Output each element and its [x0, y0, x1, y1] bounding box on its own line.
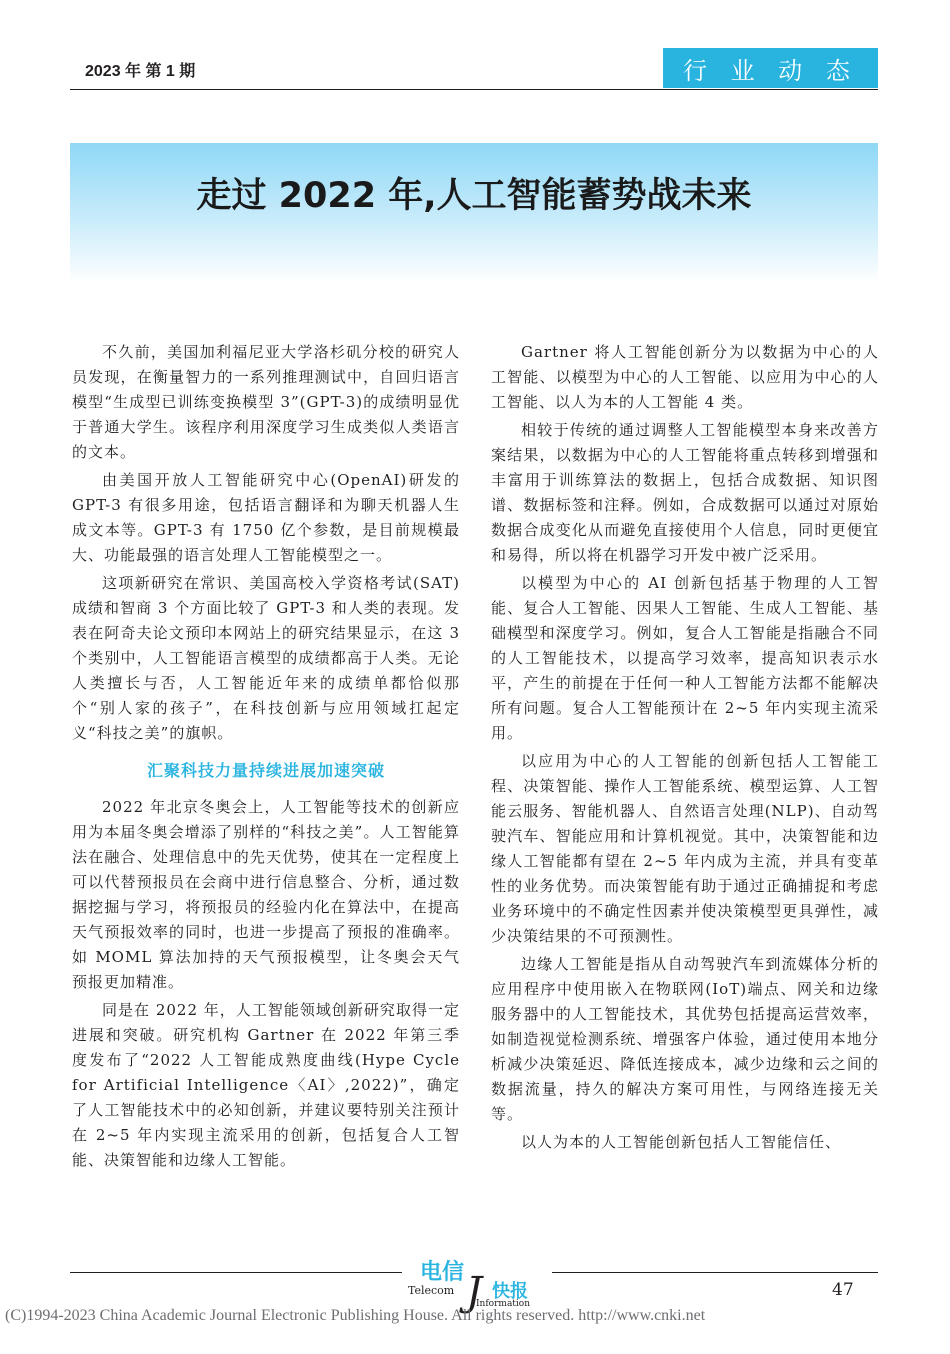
paragraph: 不久前，美国加利福尼亚大学洛杉矶分校的研究人员发现，在衡量智力的一系列推理测试中，自回归语言模型“生成型已训练变换模型 3”(GPT-3)的成绩明显优于普通大学生。该程序利用深度学习生成类似人类语言的文本。: [72, 343, 460, 461]
header-divider: [70, 89, 878, 90]
logo-letter: J: [466, 1269, 483, 1315]
logo-text-information: Information: [476, 1299, 531, 1309]
paragraph: Gartner 将人工智能创新分为以数据为中心的人工智能、以模型为中心的人工智能、以应用为中心的人工智能、以人为本的人工智能 4 类。: [491, 343, 879, 411]
footer-divider-left: [70, 1272, 402, 1273]
paragraph: 以模型为中心的 AI 创新包括基于物理的人工智能、复合人工智能、因果人工智能、生成人工智能、基础模型和深度学习。例如，复合人工智能是指融合不同的人工智能技术，以提高学习效率，提高知识表示水平，产生的前提在于任何一种人工智能方法都不能解决所有问题。复合人工智能预计在 2~5 年内实现主流采用。: [491, 574, 879, 742]
footer-divider-right: [552, 1272, 878, 1273]
paragraph: 相较于传统的通过调整人工智能模型本身来改善方案结果，以数据为中心的人工智能将重点转移到增强和丰富用于训练算法的数据上，包括合成数据、知识图谱、数据标签和注释。例如，合成数据可以通过对原始数据合成变化从而避免直接使用个人信息，同时更便宜和易得，所以将在机器学习开发中被广泛采用。: [491, 421, 879, 564]
paragraph: 以人为本的人工智能创新包括人工智能信任、: [521, 1133, 842, 1151]
right-column: [491, 340, 879, 1158]
logo-text-telecom: Telecom: [408, 1284, 455, 1297]
paragraph: 由美国开放人工智能研究中心(OpenAI)研发的 GPT-3 有很多用途，包括语言翻译和为聊天机器人生成文本等。GPT-3 有 1750 亿个参数，是目前规模最大、功能最强的语言处理人工智能模型之一。: [72, 471, 460, 564]
issue-label: 2023 年 第 1 期: [85, 63, 196, 80]
paragraph: 这项新研究在常识、美国高校入学资格考试(SAT)成绩和智商 3 个方面比较了 GPT-3 和人类的表现。发表在阿奇夫论文预印本网站上的研究结果显示，在这 3 个类别中，人工智能语言模型的成绩都高于人类。无论人类擅长与否，人工智能近年来的成绩单都恰似那个“别人家的孩子”，在科技创新与应用领域扛起定义“科技之美”的旗帜。: [72, 574, 460, 742]
paragraph: 以应用为中心的人工智能的创新包括人工智能工程、决策智能、操作人工智能系统、模型运算、人工智能云服务、智能机器人、自然语言处理(NLP)、自动驾驶汽车、智能应用和计算机视觉。其中，决策智能和边缘人工智能都有望在 2~5 年内成为主流，并具有变革性的业务优势。而决策智能有助于通过正确捕捉和考虑业务环境中的不确定性因素并使决策模型更具弹性，减少决策结果的不可预测性。: [491, 752, 879, 945]
page-number: 47: [832, 1280, 854, 1300]
journal-logo: [400, 1255, 550, 1315]
paragraph: 边缘人工智能是指从自动驾驶汽车到流媒体分析的应用程序中使用嵌入在物联网(IoT)端点、网关和边缘服务器中的人工智能技术，其优势包括提高运营效率，如制造视觉检测系统、增强客户体验，通过使用本地分析减少决策延迟、降低连接成本，减少边缘和云之间的数据流量，持久的解决方案可用性，与网络连接无关等。: [491, 955, 879, 1123]
logo-text-kuaibao: 快报: [492, 1281, 528, 1302]
title-banner: [70, 143, 878, 283]
left-column: [72, 340, 460, 1176]
article-title: 走过 2022 年,人工智能蓄势战未来: [196, 176, 752, 216]
section-tag: 行 业 动 态: [663, 48, 878, 88]
paragraph: 同是在 2022 年，人工智能领域创新研究取得一定进展和突破。研究机构 Gartner 在 2022 年第三季度发布了“2022 人工智能成熟度曲线(Hype Cycle for Artificial Intelligence〈AI〉,2022)”，确定了人工智能技术中的必知创新，并建议要特别关注预计在 2~5 年内实现主流采用的创新，包括复合人工智能、决策智能和边缘人工智能。: [72, 1001, 460, 1169]
section-subheading: 汇聚科技力量持续进展加速突破: [146, 761, 385, 780]
paragraph: 2022 年北京冬奥会上，人工智能等技术的创新应用为本届冬奥会增添了别样的“科技之美”。人工智能算法在融合、处理信息中的先天优势，使其在一定程度上可以代替预报员在会商中进行信息整合、分析，通过数据挖掘与学习，将预报员的经验内化在算法中，在提高天气预报效率的同时，也进一步提高了预报的准确率。如 MOML 算法加持的天气预报模型，让冬奥会天气预报更加精准。: [72, 798, 460, 991]
copyright-notice: (C)1994-2023 China Academic Journal Electronic Publishing House. All rights reserved. http://www.cnki.net: [5, 1307, 706, 1324]
logo-text-dianxin: 电信: [420, 1260, 465, 1285]
